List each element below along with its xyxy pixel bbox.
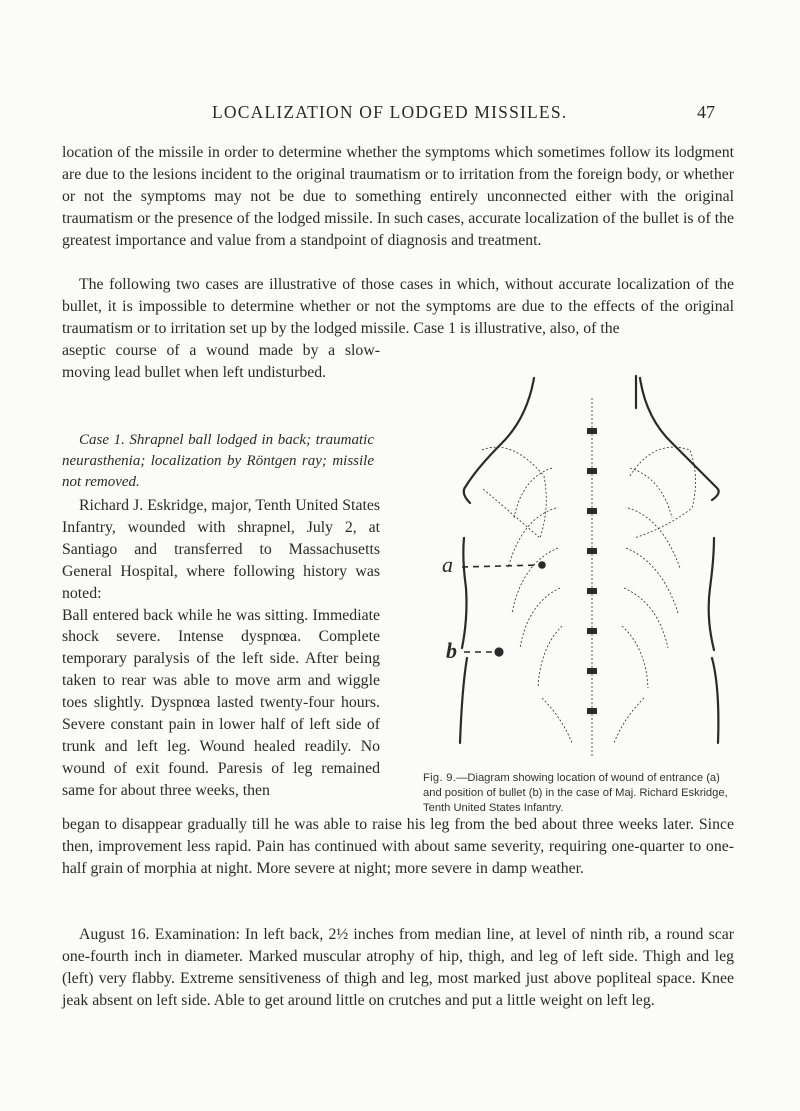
- paragraph-illustrative-cases-continued: aseptic course of a wound made by a slow-moving lead bullet when left undisturbed.: [62, 342, 380, 381]
- vertebra-4: [587, 548, 597, 554]
- paragraph-patient-intro: [62, 495, 380, 802]
- torso-outline-right-lower: [709, 538, 719, 743]
- label-a: a: [442, 552, 453, 577]
- label-b: b: [446, 638, 457, 663]
- rib-2: [508, 508, 680, 568]
- torso-outline-left-lower: [460, 538, 467, 743]
- vertebra-3: [587, 508, 597, 514]
- vertebra-7: [587, 668, 597, 674]
- paragraph-missile-location: location of the missile in order to determine whether the symptoms which sometimes follow its lodgment are due to the lesions incident to the original traumatism or to irritation from the foreign body, or whether or not the symptoms may not be due to something entirely unconnected either with the original traumatism or the presence of the lodged missile. In such cases, accurate localization of the bullet is of the greatest importance and value from a standpoint of diagnosis and treatment.: [62, 144, 734, 249]
- paragraph-examination: August 16. Examination: In left back, 2½ inches from median line, at level of ninth rib, a round scar one-fourth inch in diameter. Marked muscular atrophy of hip, thigh, and leg of left side. Thigh and leg (left) very flabby. Extreme sensitiveness of thigh and leg, most marked just above popliteal space. Knee jeak absent on left side. Able to get around little on crutches and put a little weight on left leg.: [62, 926, 734, 1009]
- figure-caption-label: Fig. 9.: [423, 772, 457, 784]
- patient-history-text: Ball entered back while he was sitting. Immediate shock severe. Intense dyspnœa. Complete temporary paralysis of the left side. After being taken to rear was able to move arm and wiggle toes slightly. Dyspnœa lasted twenty-four hours. Severe constant pain in lower half of left side of trunk and left leg. Wound healed readily. No wound of exit found. Paresis of leg remained same for about three weeks, then: [62, 606, 380, 799]
- wound-entrance-marker: [538, 561, 546, 569]
- scapula-right: [630, 447, 696, 538]
- vertebra-2: [587, 468, 597, 474]
- vertebra-8: [587, 708, 597, 714]
- patient-intro-text: Richard J. Eskridge, major, Tenth United States Infantry, wounded with shrapnel, July 2, at Santiago and transferred to Massachusetts General Hospital, where following history was noted:: [62, 497, 380, 602]
- rib-4: [520, 588, 668, 648]
- pelvis-right: [614, 698, 644, 743]
- figure-caption: [423, 771, 741, 815]
- rib-5: [538, 626, 648, 688]
- pelvis-left: [542, 698, 572, 743]
- bullet-position-marker: [494, 647, 503, 656]
- vertebra-6: [587, 628, 597, 634]
- torso-outline-left: [464, 378, 534, 503]
- running-head: LOCALIZATION OF LODGED MISSILES.: [212, 102, 568, 122]
- figure-caption-text: —Diagram showing location of wound of entrance (a) and position of bullet (b) in the case of Maj. Richard Eskridge, Tenth United States Infantry.: [423, 772, 728, 814]
- scapula-left: [482, 447, 546, 538]
- page-header: [0, 102, 800, 126]
- paragraph-history-continued: began to disappear gradually till he was able to raise his leg from the bed about three weeks later. Since then, improvement less rapid. Pain has continued with about same severity, requiring one-quarter to one-half grain of morphia at night. More severe at night; more severe in damp weather.: [62, 816, 734, 877]
- page-number: 47: [697, 102, 715, 122]
- rib-3: [512, 548, 678, 613]
- vertebra-1: [587, 428, 597, 434]
- torso-outline-right: [640, 378, 719, 500]
- figure-diagram: [422, 358, 742, 768]
- case-heading: Case 1. Shrapnel ball lodged in back; traumatic neurasthenia; localization by Röntgen ray; missile not removed.: [62, 432, 374, 490]
- vertebra-5: [587, 588, 597, 594]
- paragraph-illustrative-cases: The following two cases are illustrative of those cases in which, without accurate localization of the bullet, it is impossible to determine whether or not the symptoms are due to the effects of the original traumatism or to irritation set up by the lodged missile. Case 1 is illustrative, also, of the: [62, 276, 734, 337]
- leader-line-a: [462, 565, 540, 567]
- back-diagram-svg: [422, 358, 742, 768]
